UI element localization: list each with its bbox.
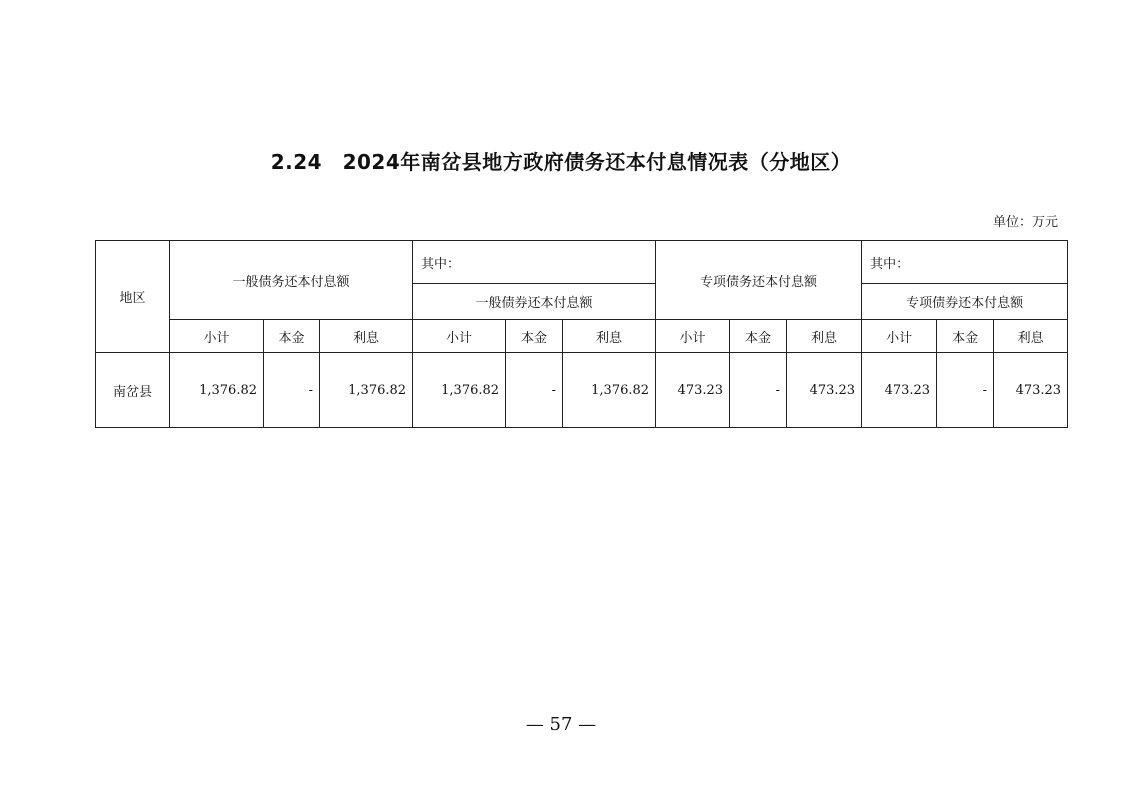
subheader-cell: 小计 [170, 320, 264, 353]
debt-table [95, 240, 1068, 428]
subheader-cell: 利息 [787, 320, 862, 353]
value-cell: 473.23 [994, 353, 1068, 428]
value-cell: 1,376.82 [170, 353, 264, 428]
subheader-cell: 本金 [937, 320, 994, 353]
value-cell: 473.23 [656, 353, 730, 428]
subheader-cell: 小计 [413, 320, 506, 353]
value-cell: - [506, 353, 563, 428]
value-cell: 1,376.82 [320, 353, 413, 428]
header-of-which-general: 其中： [413, 241, 656, 284]
header-special-bond: 专项债券还本付息额 [862, 284, 1068, 320]
table-row [96, 353, 1068, 428]
header-special-total: 专项债务还本付息额 [656, 241, 862, 320]
value-cell: - [264, 353, 320, 428]
page-title: 2.24 2024年南岔县地方政府债务还本付息情况表（分地区） [270, 150, 852, 174]
header-of-which-special: 其中： [862, 241, 1068, 284]
region-cell: 南岔县 [96, 353, 170, 428]
subheader-cell: 利息 [320, 320, 413, 353]
header-general-total: 一般债务还本付息额 [170, 241, 413, 320]
header-region: 地区 [96, 241, 170, 353]
value-cell: 473.23 [787, 353, 862, 428]
value-cell: 473.23 [862, 353, 937, 428]
value-cell: - [937, 353, 994, 428]
header-general-bond: 一般债券还本付息额 [413, 284, 656, 320]
subheader-cell: 小计 [656, 320, 730, 353]
subheader-cell: 利息 [994, 320, 1068, 353]
subheader-cell: 本金 [264, 320, 320, 353]
unit-label: 单位：万元 [992, 215, 1058, 230]
subheader-cell: 本金 [506, 320, 563, 353]
value-cell: - [730, 353, 787, 428]
subheader-cell: 本金 [730, 320, 787, 353]
page-number: — 57 — [525, 714, 597, 735]
value-cell: 1,376.82 [563, 353, 656, 428]
subheader-cell: 小计 [862, 320, 937, 353]
value-cell: 1,376.82 [413, 353, 506, 428]
subheader-cell: 利息 [563, 320, 656, 353]
